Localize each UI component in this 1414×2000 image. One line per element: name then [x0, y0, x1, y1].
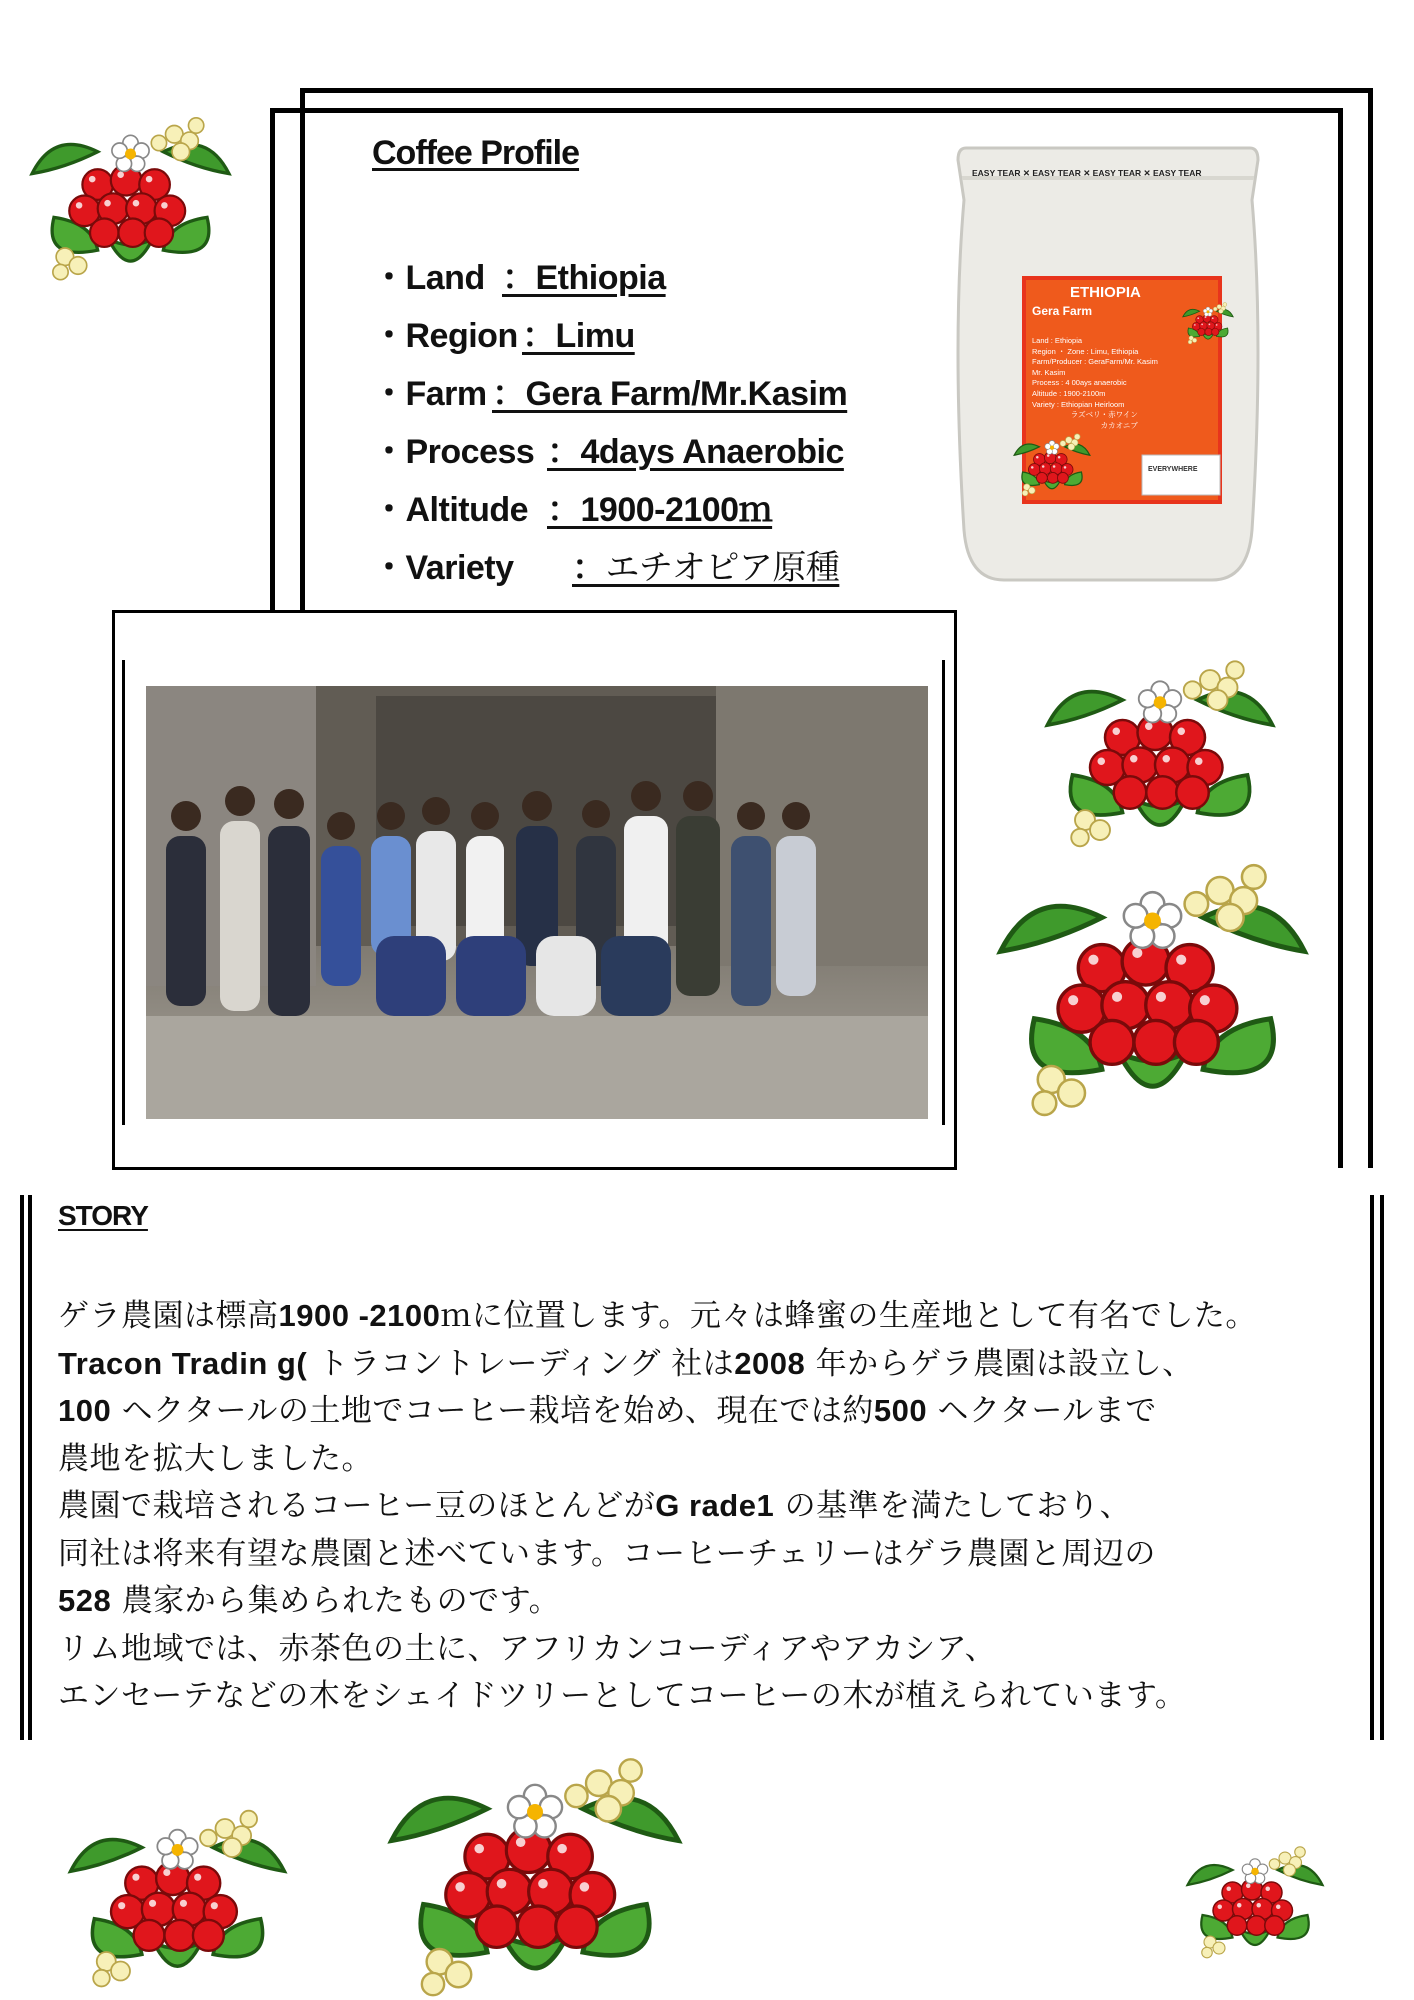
story-line: [58, 1575, 560, 1620]
story-line: [58, 1480, 1131, 1525]
story-text: ヘクタールまで: [927, 1393, 1157, 1429]
profile-item-label: ・Farm: [372, 375, 487, 413]
story-right-line-a: [1370, 1195, 1374, 1740]
group-photo: [146, 686, 928, 1119]
bag-label-line: ラズベリ・赤ワイン: [1070, 410, 1138, 420]
story-line: [58, 1670, 1186, 1715]
profile-item-separator: ：: [502, 259, 536, 297]
profile-item-value: Gera Farm/Mr.Kasim: [525, 375, 848, 413]
coffee-cherry-icon: [1030, 650, 1290, 850]
profile-item-value: Ethiopia: [535, 259, 666, 297]
story-left-line-a: [20, 1195, 24, 1740]
story-text: 1900 -2100: [278, 1298, 441, 1333]
bag-strip-text: EASY TEAR ✕ EASY TEAR ✕ EASY TEAR ✕ EASY TEAR: [972, 168, 1202, 178]
profile-item-value: 4days Anaerobic: [580, 433, 844, 471]
bag-label-line: Land : Ethiopia: [1032, 336, 1083, 345]
story-right-line-b: [1380, 1195, 1384, 1740]
story-text: 100: [58, 1393, 112, 1428]
story-left-line-b: [28, 1195, 32, 1740]
coffee-cherry-icon: [970, 850, 1335, 1120]
bag-label-line: Variety : Ethiopian Heirloom: [1032, 399, 1125, 409]
profile-heading: Coffee Profile: [372, 134, 580, 172]
profile-item-value: 1900-2100ｍ: [580, 491, 773, 529]
story-text: Tracon Tradin g(: [58, 1345, 308, 1381]
story-line: [58, 1385, 1157, 1430]
story-line: [58, 1623, 996, 1668]
bag-title: ETHIOPIA: [1070, 284, 1141, 301]
bag-brand: EVERYWHERE: [1148, 466, 1198, 473]
story-text: リム地域では、赤茶色の土に、アフリカンコーディアやアカシア、: [58, 1630, 997, 1667]
profile-item: [372, 540, 839, 589]
bag-label-line: Mr. Kasim: [1032, 367, 1066, 377]
profile-item-separator: ：: [547, 491, 581, 529]
bag-label-lines: [1032, 336, 1158, 431]
profile-item-label: ・Region: [372, 317, 518, 355]
story-text: 農地を拡大しました。: [58, 1440, 373, 1477]
story-text: 500: [873, 1393, 928, 1428]
profile-item-label: ・Variety: [372, 549, 514, 587]
bag-label-line: カカオニブ: [1100, 420, 1138, 430]
frame-top-line-outer: [300, 88, 1373, 93]
profile-item-separator: ：: [522, 317, 556, 355]
photo-frame-right-inner: [942, 660, 945, 1125]
story-text: 農園で栽培されるコーヒー豆のほとんどが: [58, 1488, 656, 1524]
profile-item-separator: ：: [492, 375, 526, 413]
photo-frame-left-inner: [122, 660, 125, 1125]
story-line: [58, 1433, 373, 1478]
coffee-bag-icon: [952, 140, 1264, 590]
coffee-cherry-icon: [350, 1745, 720, 2000]
bag-label-line: Altitude : 1900-2100m: [1032, 388, 1106, 398]
coffee-cherry-icon: [8, 108, 253, 283]
story-text: 528: [58, 1583, 112, 1618]
story-text: G rade1: [655, 1488, 775, 1523]
profile-item-label: ・Land: [372, 259, 485, 297]
story-text: 農家から集められたものです。: [111, 1583, 561, 1619]
profile-item-value: エチオピア原種: [605, 548, 840, 588]
story-line: [58, 1528, 1156, 1573]
story-line: [58, 1290, 1257, 1335]
story-text: 同社は将来有望な農園と述べています。コーヒーチェリーはゲラ農園と周辺の: [58, 1535, 1156, 1572]
profile-item: [372, 250, 666, 299]
profile-item: [372, 308, 635, 357]
profile-item: [372, 424, 844, 473]
bag-label-line: Region ・ Zone : Limu, Ethiopia: [1032, 346, 1139, 356]
story-text: エンセーテなどの木をシェイドツリーとしてコーヒーの木が植えられています。: [58, 1678, 1187, 1714]
profile-item: [372, 366, 847, 415]
profile-item-value: Limu: [555, 317, 635, 355]
story-text: の基準を満たしており、: [774, 1488, 1132, 1524]
bag-subtitle: Gera Farm: [1032, 304, 1093, 318]
profile-item-label: ・Altitude: [372, 491, 529, 529]
story-text: ヘクタールの土地でコーヒー栽培を始め、現在では約: [111, 1393, 874, 1429]
story-text: トラコントレーディング 社は: [307, 1345, 735, 1382]
coffee-cherry-icon: [1170, 1840, 1340, 1960]
story-text: ｍに位置します。元々は蜂蜜の生産地として有名でした。: [440, 1298, 1257, 1334]
story-line: [58, 1338, 1194, 1383]
story-text: 2008: [734, 1345, 806, 1381]
story-text: ゲラ農園は標高: [58, 1298, 279, 1334]
coffee-cherry-icon: [45, 1800, 310, 1990]
frame-right-line-outer: [1368, 88, 1373, 1168]
profile-item-separator: ：: [572, 549, 606, 587]
story-heading: STORY: [58, 1200, 148, 1231]
bag-label-line: Farm/Producer : GeraFarm/Mr. Kasim: [1032, 357, 1158, 367]
profile-item-label: ・Process: [372, 433, 535, 471]
profile-item: [372, 482, 772, 531]
story-text: 年からゲラ農園は設立し、: [805, 1345, 1194, 1382]
frame-top-line-inner: [270, 108, 1338, 113]
frame-right-line-inner: [1338, 108, 1343, 1168]
bag-label-line: Process : 4 00ays anaerobic: [1032, 378, 1127, 388]
profile-item-separator: ：: [547, 433, 581, 471]
